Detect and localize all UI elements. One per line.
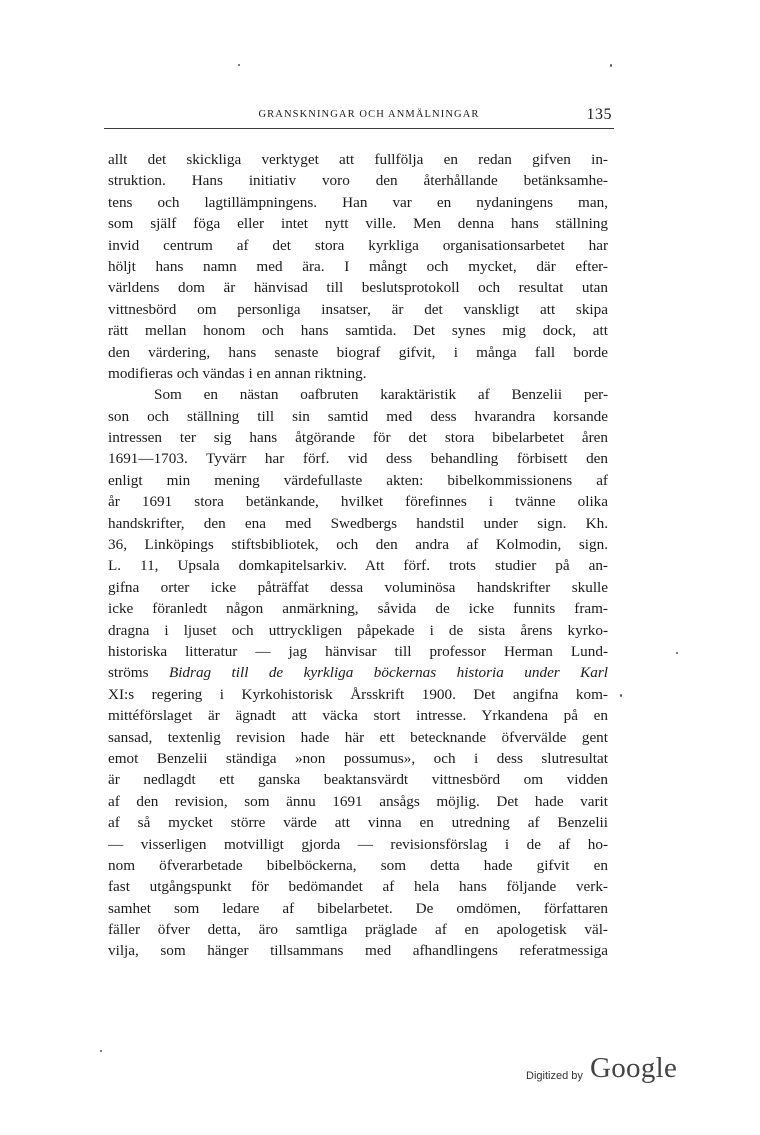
scan-speck [610, 64, 612, 67]
italic-title: Bidrag till de kyrkliga böckernas historia under Karl [168, 664, 608, 682]
text-line: den värdering, hans senaste biograf gifvit, i många fall borde [108, 343, 608, 361]
watermark-prefix: Digitized by [526, 1070, 583, 1082]
text-line: är nedlagdt ett ganska beaktansvärdt vittnesbörd om vidden [108, 771, 608, 789]
text-line: handskrifter, den ena med Swedbergs handstil under sign. Kh. [108, 514, 608, 532]
text-line: världens dom är hänvisad till beslutsprotokoll och resultat utan [108, 279, 608, 297]
text-line: Som en nästan oafbruten karaktäristik af Benzelii per- [154, 386, 608, 404]
text-line: invid centrum af det stora kyrkliga organisationsarbetet har [108, 236, 608, 254]
scan-speck [238, 64, 240, 66]
author-name: ströms [108, 664, 169, 682]
google-logo: Google [590, 1052, 678, 1084]
text-line: fast utgångspunkt för bedömandet af hela hans följande verk- [108, 878, 608, 896]
running-head: GRANSKNINGAR OCH ANMÄLNINGAR [258, 109, 480, 120]
text-line: L. 11, Upsala domkapitelsarkiv. Att förf. trots studier på an- [108, 557, 608, 575]
page-number: 135 [586, 106, 612, 123]
text-line: 1691—1703. Tyvärr har förf. vid dess behandling förbisett den [108, 450, 608, 468]
text-line: struktion. Hans initiativ voro den återhållande betänksamhe- [108, 172, 608, 190]
text-line: som själf föga eller intet nytt ville. Men denna hans ställning [108, 215, 608, 233]
text-line: dragna i ljuset och uttryckligen påpekade i de sista årens kyrko- [108, 621, 608, 639]
text-line [108, 662, 608, 683]
text-line: vittnesbörd om personliga insatser, är det vanskligt att skipa [108, 300, 608, 318]
text-line: modifieras och vändas i en annan riktning. [108, 364, 367, 382]
scan-speck [100, 1050, 102, 1052]
text-line: år 1691 stora betänkande, hvilket förefinnes i tvänne olika [108, 493, 608, 511]
text-line: vilja, som hänger tillsammans med afhandlingens referatmessiga [108, 942, 608, 960]
text-line: tens och lagtillämpningens. Han var en nydaningens man, [108, 193, 608, 211]
text-line: icke föranledt någon anmärkning, såvida de icke funnits fram- [108, 600, 608, 618]
text-line: allt det skickliga verktyget att fullfölja en redan gifven in- [108, 151, 608, 168]
body-text [108, 149, 608, 962]
text-line: gifna orter icke påträffat dessa voluminösa handskrifter skulle [108, 578, 608, 596]
text-line: rätt mellan honom och hans samtida. Det synes mig dock, att [108, 322, 608, 340]
page-header [104, 106, 614, 129]
text-line: historiska litteratur — jag hänvisar till professor Herman Lund- [108, 642, 608, 660]
text-line: höljt hans namn med ära. I mångt och mycket, där efter- [108, 257, 608, 275]
scan-speck [620, 694, 622, 697]
text-line: emot Benzelii ständiga »non possumus», och i dess slutresultat [108, 749, 608, 767]
text-line: enligt min mening värdefullaste akten: bibelkommissionens af [108, 471, 608, 489]
text-line: af den revision, som ännu 1691 ansågs möjlig. Det hade varit [108, 792, 608, 810]
text-line: 36, Linköpings stiftsbibliotek, och den andra af Kolmodin, sign. [108, 536, 608, 554]
text-line: mittéförslaget är ägnadt att väcka stort intresse. Yrkandena på en [108, 707, 608, 725]
text-line: af så mycket större värde att vinna en utredning af Benzelii [108, 814, 608, 832]
text-line: sansad, textenlig revision hade här ett betecknande öfvervälde gent [108, 728, 608, 746]
text-line: fäller öfver detta, äro samtliga präglade af en apologetisk väl- [108, 921, 608, 939]
text-line: son och ställning till sin samtid med dess hvarandra korsande [108, 407, 608, 425]
text-line: — visserligen motvilligt gjorda — revisionsförslag i de af ho- [108, 835, 608, 853]
text-line: XI:s regering i Kyrkohistorisk Årsskrift 1900. Det angifna kom- [108, 685, 608, 703]
text-line: samhet som ledare af bibelarbetet. De omdömen, författaren [108, 899, 608, 917]
scan-speck [676, 652, 678, 654]
text-line: intressen ter sig hans åtgörande för det stora bibelarbetet åren [108, 429, 608, 447]
digitized-watermark [526, 1052, 686, 1092]
text-line: nom öfverarbetade bibelböckerna, som detta hade gifvit en [108, 856, 608, 874]
